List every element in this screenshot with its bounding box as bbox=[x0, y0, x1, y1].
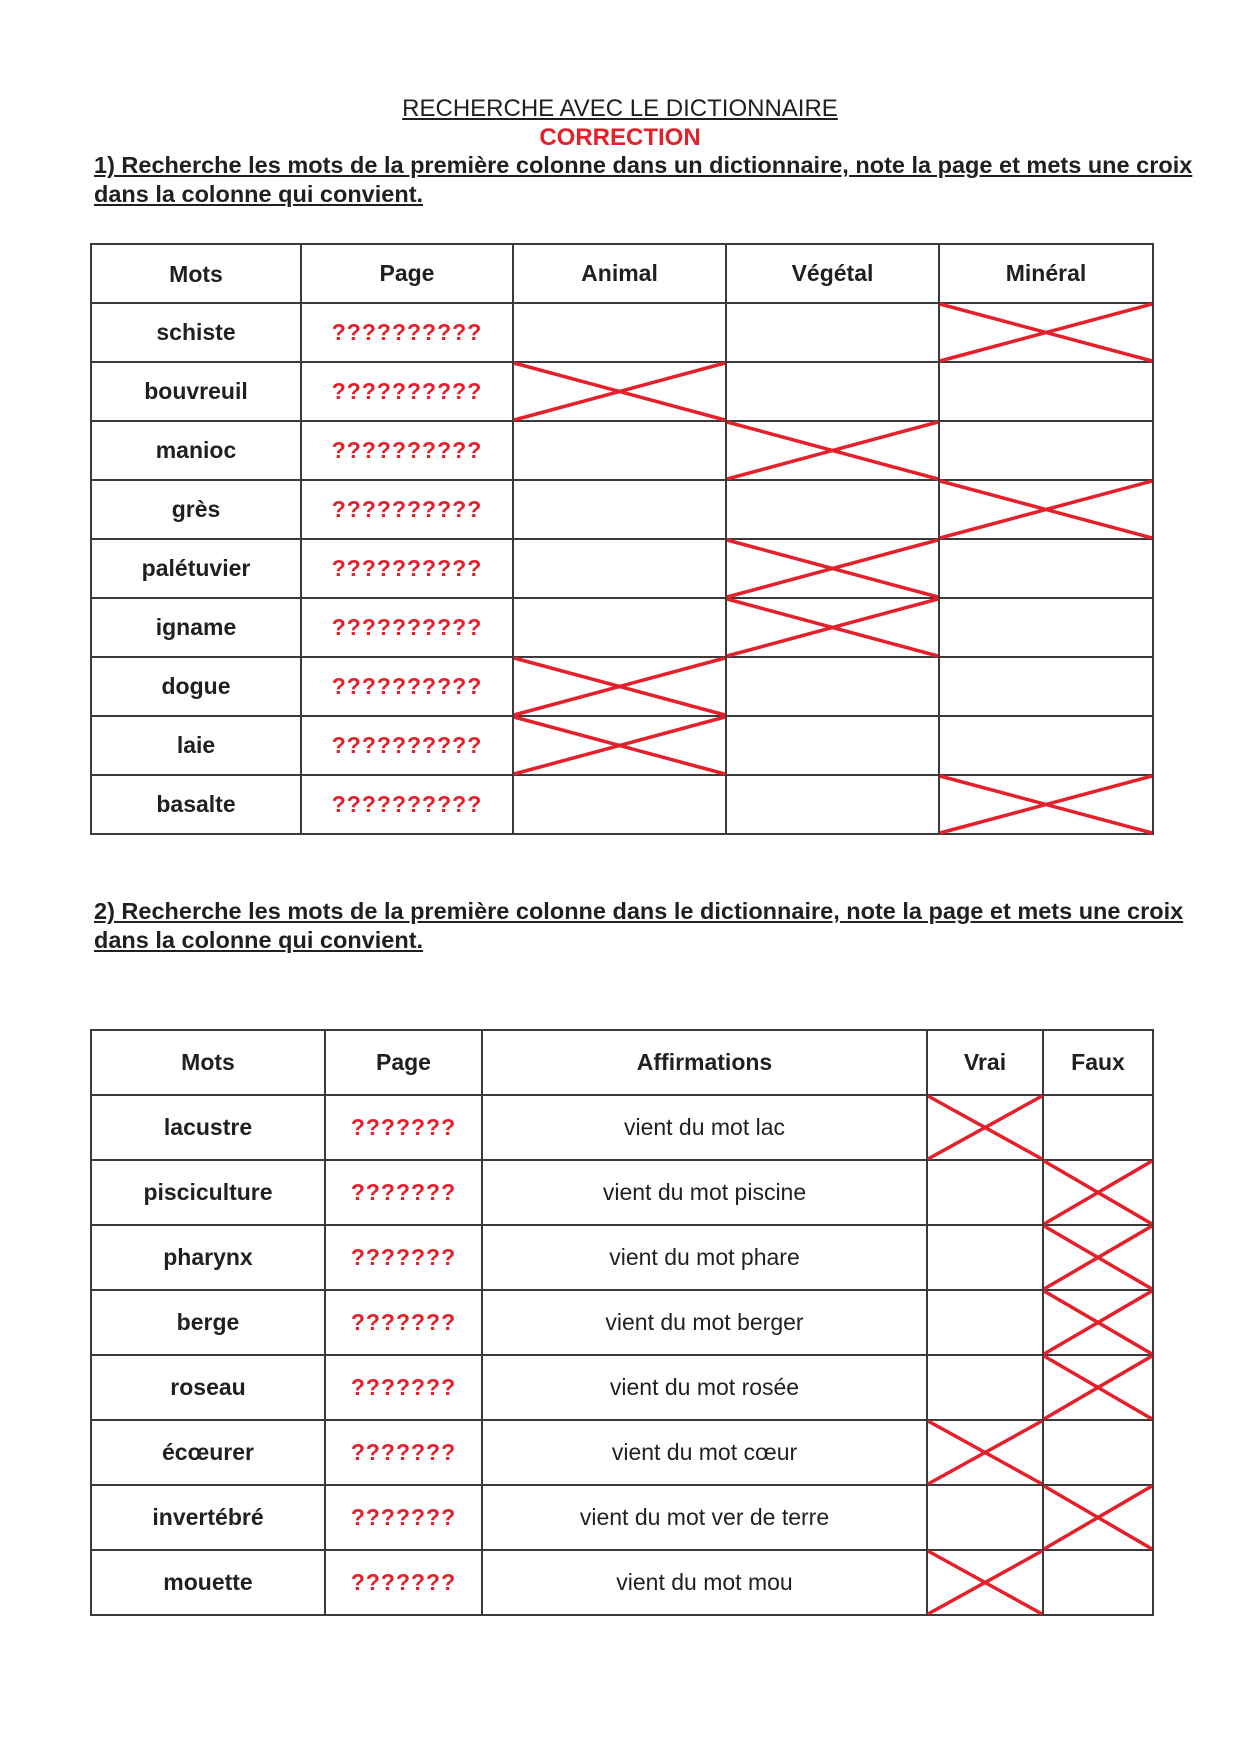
page-cell: ?????????? bbox=[301, 598, 513, 657]
answer-cell bbox=[939, 421, 1153, 480]
answer-cell bbox=[513, 362, 726, 421]
page-cell: ??????? bbox=[325, 1095, 482, 1160]
page-cell: ??????? bbox=[325, 1485, 482, 1550]
cross-mark-icon bbox=[928, 1421, 1042, 1484]
cross-mark-icon bbox=[1044, 1486, 1152, 1549]
cross-mark-icon bbox=[928, 1096, 1042, 1159]
statement-cell: vient du mot piscine bbox=[482, 1160, 927, 1225]
answer-cell bbox=[726, 480, 939, 539]
header-vegetal: Végétal bbox=[726, 244, 939, 303]
cross-mark-icon bbox=[940, 304, 1152, 361]
word-cell: laie bbox=[91, 716, 301, 775]
word-cell: berge bbox=[91, 1290, 325, 1355]
page-cell: ??????? bbox=[325, 1160, 482, 1225]
answer-cell bbox=[726, 598, 939, 657]
answer-cell bbox=[939, 303, 1153, 362]
statement-cell: vient du mot phare bbox=[482, 1225, 927, 1290]
exercise1-instruction: 1) Recherche les mots de la première colonne dans un dictionnaire, note la page et mets une croix dans la colonne qui convient. bbox=[94, 152, 1193, 207]
header-faux: Faux bbox=[1043, 1030, 1153, 1095]
table-row bbox=[91, 1355, 1153, 1420]
table-row bbox=[91, 1160, 1153, 1225]
answer-cell bbox=[513, 657, 726, 716]
word-cell: invertébré bbox=[91, 1485, 325, 1550]
statement-cell: vient du mot lac bbox=[482, 1095, 927, 1160]
answer-cell bbox=[726, 716, 939, 775]
word-cell: lacustre bbox=[91, 1095, 325, 1160]
answer-cell bbox=[513, 421, 726, 480]
table-row bbox=[91, 657, 1153, 716]
word-cell: igname bbox=[91, 598, 301, 657]
page-cell: ??????? bbox=[325, 1420, 482, 1485]
cross-mark-icon bbox=[727, 422, 938, 479]
statement-cell: vient du mot mou bbox=[482, 1550, 927, 1615]
table-row bbox=[91, 362, 1153, 421]
cross-mark-icon bbox=[1044, 1356, 1152, 1419]
word-cell: bouvreuil bbox=[91, 362, 301, 421]
answer-cell bbox=[927, 1095, 1043, 1160]
answer-cell bbox=[726, 421, 939, 480]
answer-cell bbox=[1043, 1225, 1153, 1290]
table-row bbox=[91, 716, 1153, 775]
word-cell: palétuvier bbox=[91, 539, 301, 598]
answer-cell bbox=[1043, 1355, 1153, 1420]
table-row bbox=[91, 480, 1153, 539]
cross-mark-icon bbox=[514, 363, 725, 420]
answer-cell bbox=[927, 1485, 1043, 1550]
word-cell: roseau bbox=[91, 1355, 325, 1420]
header-mots: Mots bbox=[91, 244, 301, 303]
table-row bbox=[91, 598, 1153, 657]
page-cell: ??????? bbox=[325, 1290, 482, 1355]
answer-cell bbox=[927, 1160, 1043, 1225]
answer-cell bbox=[1043, 1485, 1153, 1550]
table-row bbox=[91, 1290, 1153, 1355]
exercise2-table bbox=[90, 1029, 1154, 1616]
statement-cell: vient du mot ver de terre bbox=[482, 1485, 927, 1550]
answer-cell bbox=[939, 657, 1153, 716]
page-cell: ?????????? bbox=[301, 775, 513, 834]
statement-cell: vient du mot berger bbox=[482, 1290, 927, 1355]
answer-cell bbox=[1043, 1420, 1153, 1485]
word-cell: écœurer bbox=[91, 1420, 325, 1485]
answer-cell bbox=[726, 303, 939, 362]
answer-cell bbox=[513, 480, 726, 539]
header-mots: Mots bbox=[91, 1030, 325, 1095]
cross-mark-icon bbox=[1044, 1226, 1152, 1289]
word-cell: schiste bbox=[91, 303, 301, 362]
answer-cell bbox=[939, 480, 1153, 539]
answer-cell bbox=[939, 598, 1153, 657]
statement-cell: vient du mot cœur bbox=[482, 1420, 927, 1485]
answer-cell bbox=[513, 539, 726, 598]
answer-cell bbox=[1043, 1095, 1153, 1160]
statement-cell: vient du mot rosée bbox=[482, 1355, 927, 1420]
page-cell: ??????? bbox=[325, 1225, 482, 1290]
page-cell: ?????????? bbox=[301, 716, 513, 775]
page-cell: ?????????? bbox=[301, 421, 513, 480]
answer-cell bbox=[939, 362, 1153, 421]
correction-label: CORRECTION bbox=[539, 124, 701, 151]
answer-cell bbox=[513, 716, 726, 775]
header-affirmations: Affirmations bbox=[482, 1030, 927, 1095]
page-cell: ?????????? bbox=[301, 303, 513, 362]
word-cell: manioc bbox=[91, 421, 301, 480]
answer-cell bbox=[927, 1225, 1043, 1290]
cross-mark-icon bbox=[514, 658, 725, 715]
answer-cell bbox=[726, 775, 939, 834]
answer-cell bbox=[513, 303, 726, 362]
table-row bbox=[91, 303, 1153, 362]
cross-mark-icon bbox=[1044, 1161, 1152, 1224]
table-header-row bbox=[91, 244, 1153, 303]
exercise2-instruction: 2) Recherche les mots de la première colonne dans le dictionnaire, note la page et mets une croix dans la colonne qui convient. bbox=[94, 898, 1184, 953]
answer-cell bbox=[1043, 1160, 1153, 1225]
page-cell: ?????????? bbox=[301, 657, 513, 716]
page-cell: ??????? bbox=[325, 1355, 482, 1420]
word-cell: basalte bbox=[91, 775, 301, 834]
page-cell: ?????????? bbox=[301, 362, 513, 421]
header-vrai: Vrai bbox=[927, 1030, 1043, 1095]
answer-cell bbox=[927, 1290, 1043, 1355]
page-cell: ?????????? bbox=[301, 539, 513, 598]
answer-cell bbox=[726, 362, 939, 421]
answer-cell bbox=[939, 539, 1153, 598]
table-header-row bbox=[91, 1030, 1153, 1095]
header-animal: Animal bbox=[513, 244, 726, 303]
answer-cell bbox=[726, 539, 939, 598]
answer-cell bbox=[939, 716, 1153, 775]
table-row bbox=[91, 421, 1153, 480]
page-cell: ?????????? bbox=[301, 480, 513, 539]
table-row bbox=[91, 1095, 1153, 1160]
table-row bbox=[91, 1225, 1153, 1290]
page-title: RECHERCHE AVEC LE DICTIONNAIRE bbox=[402, 95, 838, 122]
cross-mark-icon bbox=[940, 776, 1152, 833]
answer-cell bbox=[927, 1550, 1043, 1615]
cross-mark-icon bbox=[514, 717, 725, 774]
answer-cell bbox=[513, 775, 726, 834]
table-row bbox=[91, 775, 1153, 834]
answer-cell bbox=[1043, 1290, 1153, 1355]
header-page: Page bbox=[325, 1030, 482, 1095]
answer-cell bbox=[513, 598, 726, 657]
word-cell: dogue bbox=[91, 657, 301, 716]
exercise1-table bbox=[90, 243, 1154, 835]
table-row bbox=[91, 539, 1153, 598]
cross-mark-icon bbox=[727, 540, 938, 597]
word-cell: pharynx bbox=[91, 1225, 325, 1290]
answer-cell bbox=[1043, 1550, 1153, 1615]
page-cell: ??????? bbox=[325, 1550, 482, 1615]
cross-mark-icon bbox=[928, 1551, 1042, 1614]
word-cell: mouette bbox=[91, 1550, 325, 1615]
cross-mark-icon bbox=[727, 599, 938, 656]
table-row bbox=[91, 1485, 1153, 1550]
answer-cell bbox=[726, 657, 939, 716]
word-cell: pisciculture bbox=[91, 1160, 325, 1225]
table-row bbox=[91, 1420, 1153, 1485]
table-row bbox=[91, 1550, 1153, 1615]
answer-cell bbox=[927, 1355, 1043, 1420]
cross-mark-icon bbox=[940, 481, 1152, 538]
answer-cell bbox=[939, 775, 1153, 834]
cross-mark-icon bbox=[1044, 1291, 1152, 1354]
word-cell: grès bbox=[91, 480, 301, 539]
answer-cell bbox=[927, 1420, 1043, 1485]
header-mineral: Minéral bbox=[939, 244, 1153, 303]
header-page: Page bbox=[301, 244, 513, 303]
